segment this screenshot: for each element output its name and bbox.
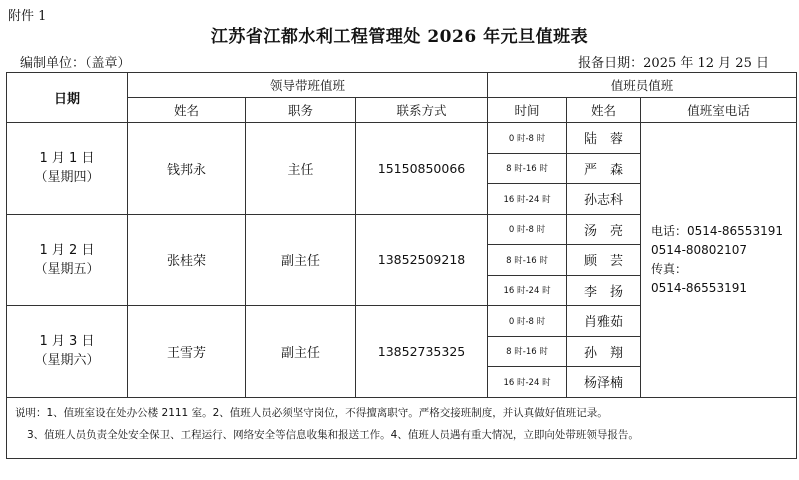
shift-time: 8 时-16 时 (488, 336, 567, 367)
shift-name: 严 森 (567, 153, 641, 184)
shift-name: 汤 亮 (567, 214, 641, 245)
header-leader-contact: 联系方式 (356, 98, 488, 123)
compiling-unit: 编制单位：（盖章） (20, 56, 131, 71)
leader-position: 副主任 (246, 306, 356, 398)
header-leader-name: 姓名 (128, 98, 246, 123)
day-weekday: （星期五） (34, 261, 100, 277)
leader-position: 主任 (246, 123, 356, 215)
shift-name: 杨泽楠 (567, 367, 641, 398)
day-cell (7, 123, 128, 215)
report-date: 报备日期：2025 年 12 月 25 日 (578, 56, 769, 71)
shift-time: 0 时-8 时 (488, 123, 567, 154)
leader-position: 副主任 (246, 214, 356, 306)
notes-line-2: 3、值班人员负责全处安全保卫、工程运行、网络安全等信息收集和报送工作。4、值班人员遇有重大情况，立即向处带班领导报告。 (27, 428, 639, 441)
shift-name: 陆 蓉 (567, 123, 641, 154)
shift-name: 顾 芸 (567, 245, 641, 276)
shift-time: 16 时-24 时 (488, 367, 567, 398)
leader-name: 张桂荣 (128, 214, 246, 306)
shift-time: 16 时-24 时 (488, 275, 567, 306)
day-weekday: （星期四） (34, 170, 100, 186)
day-cell (7, 306, 128, 398)
shift-name: 孙志科 (567, 184, 641, 215)
shift-name: 肖雅茹 (567, 306, 641, 337)
leader-contact: 13852735325 (356, 306, 488, 398)
shift-time: 0 时-8 时 (488, 214, 567, 245)
day-date: 1 月 1 日 (39, 151, 95, 167)
day-cell (7, 214, 128, 306)
day-weekday: （星期六） (34, 353, 100, 369)
notes-row (7, 397, 797, 458)
office-fax-number: 0514-86553191 (651, 280, 747, 295)
leader-contact: 15150850066 (356, 123, 488, 215)
office-fax-label: 传真： (651, 261, 688, 276)
leader-name: 王雪芳 (128, 306, 246, 398)
leader-contact: 13852509218 (356, 214, 488, 306)
duty-table (6, 72, 797, 459)
notes-cell (7, 397, 797, 458)
day-date: 1 月 3 日 (39, 334, 95, 350)
shift-time: 16 时-24 时 (488, 184, 567, 215)
header-leader-group: 领导带班值班 (128, 73, 488, 98)
shift-time: 8 时-16 时 (488, 153, 567, 184)
shift-time: 8 时-16 时 (488, 245, 567, 276)
header-staff-group: 值班员值班 (488, 73, 797, 98)
header-staff-time: 时间 (488, 98, 567, 123)
header-office-phone: 值班室电话 (641, 98, 797, 123)
office-phone-line2: 0514-80802107 (651, 242, 747, 257)
shift-name: 孙 翔 (567, 336, 641, 367)
table-row (7, 123, 797, 154)
notes-line-1: 说明：1、值班室设在处办公楼 2111 室。2、值班人员必须坚守岗位，不得擅离职守。严格交接班制度，并认真做好值班记录。 (15, 406, 608, 419)
office-phone-cell (641, 123, 797, 398)
office-phone-line1: 电话：0514-86553191 (651, 223, 783, 238)
day-date: 1 月 2 日 (39, 242, 95, 258)
attachment-label: 附件 1 (8, 9, 47, 24)
leader-name: 钱邦永 (128, 123, 246, 215)
header-date: 日期 (7, 73, 128, 123)
shift-name: 李 扬 (567, 275, 641, 306)
header-staff-name: 姓名 (567, 98, 641, 123)
header-leader-position: 职务 (246, 98, 356, 123)
page-title: 江苏省江都水利工程管理处 2026 年元旦值班表 (210, 27, 589, 47)
shift-time: 0 时-8 时 (488, 306, 567, 337)
